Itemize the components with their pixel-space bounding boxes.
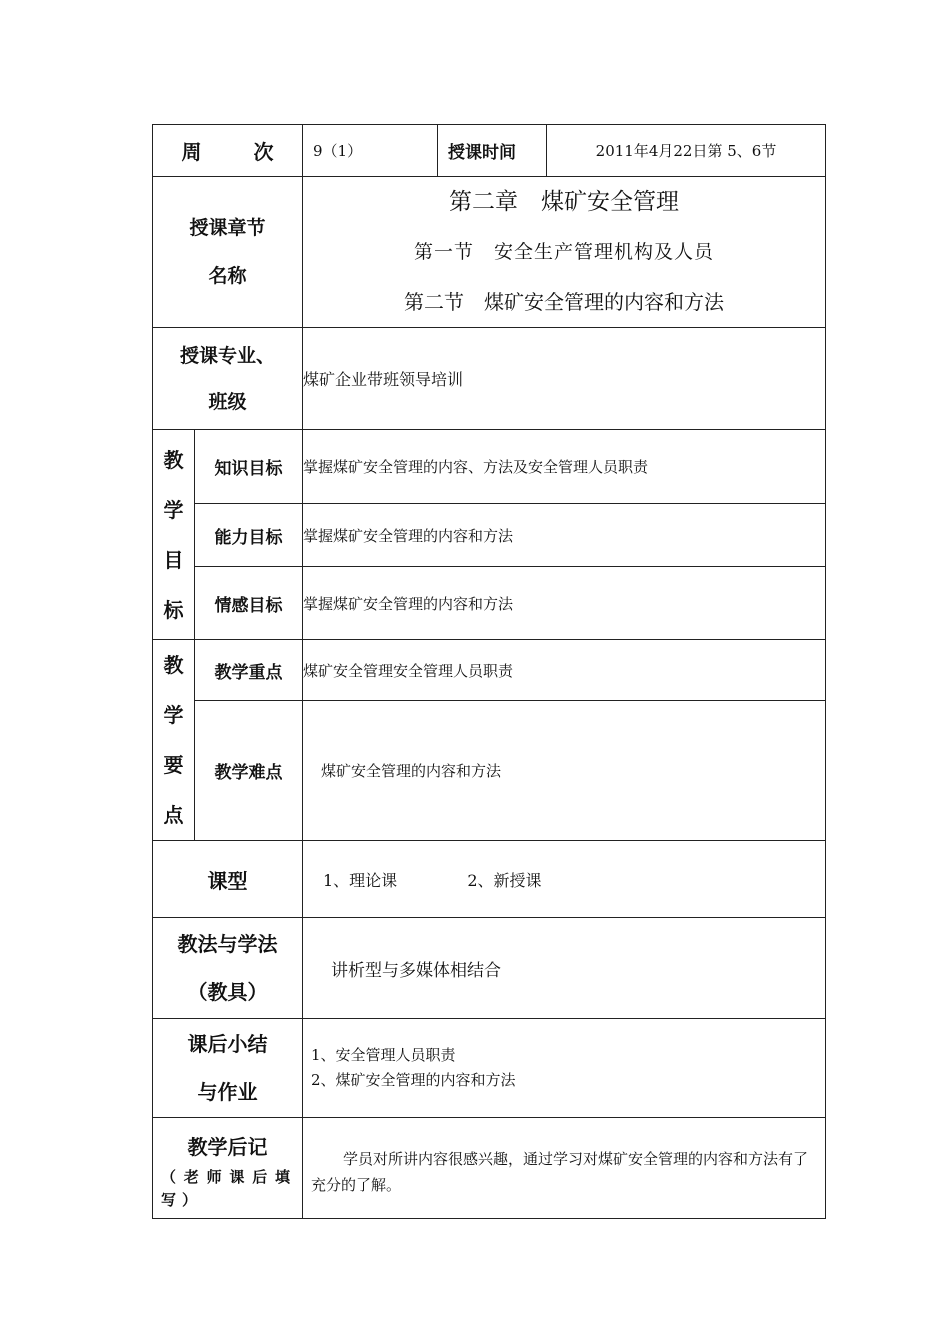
row-difficulty: [153, 701, 826, 841]
week-value: 9（1）: [303, 125, 438, 177]
time-label: 授课时间: [438, 125, 547, 177]
summary-label-line2: 与作业: [197, 1080, 258, 1104]
chapter-value-cell: [303, 177, 826, 328]
row-focus: [153, 640, 826, 701]
row-chapter: [153, 177, 826, 328]
major-label-cell: [153, 328, 303, 430]
method-value: 讲析型与多媒体相结合: [303, 918, 826, 1019]
reflection-note: （老师课后填写）: [161, 1168, 296, 1209]
row-major: [153, 328, 826, 430]
lesson-type-value-cell: [303, 841, 826, 918]
time-value: 2011年4月22日第 5、6节: [547, 125, 826, 177]
ability-label: 能力目标: [195, 504, 303, 567]
difficulty-label: 教学难点: [195, 701, 303, 841]
major-label-line2: 班级: [208, 390, 247, 413]
row-knowledge: [153, 430, 826, 504]
ability-value: 掌握煤矿安全管理的内容和方法: [303, 504, 826, 567]
week-label-b: 次: [253, 140, 274, 164]
chapter-label-line1: 授课章节: [189, 217, 266, 239]
summary-item-2: 2、煤矿安全管理的内容和方法: [311, 1071, 516, 1089]
chapter-label-line2: 名称: [208, 265, 247, 287]
method-label-cell: [153, 918, 303, 1019]
week-label-a: 周: [181, 140, 202, 164]
summary-value-cell: [303, 1019, 826, 1118]
reflection-value: 学员对所讲内容很感兴趣，通过学习对煤矿安全管理的内容和方法有了充分的了解。: [303, 1118, 826, 1219]
reflection-label: 教学后记: [187, 1135, 268, 1159]
week-label-cell: [153, 125, 303, 177]
row-reflection: [153, 1118, 826, 1219]
keypoints-char-4: 点: [163, 803, 184, 827]
chapter-section-1: 第一节 安全生产管理机构及人员: [413, 241, 714, 263]
lesson-plan-table: [152, 124, 826, 1219]
row-week: [153, 125, 826, 177]
summary-label-line1: 课后小结: [187, 1032, 268, 1056]
chapter-title: 第二章 煤矿安全管理: [449, 189, 679, 215]
objectives-group-label: [153, 430, 195, 640]
knowledge-label: 知识目标: [195, 430, 303, 504]
objectives-char-3: 目: [163, 547, 184, 572]
objectives-char-1: 教: [163, 447, 184, 472]
reflection-label-cell: [153, 1118, 303, 1219]
keypoints-char-2: 学: [163, 703, 184, 727]
knowledge-value: 掌握煤矿安全管理的内容、方法及安全管理人员职责: [303, 430, 826, 504]
focus-label: 教学重点: [195, 640, 303, 701]
summary-item-1: 1、安全管理人员职责: [311, 1046, 456, 1064]
row-summary: [153, 1019, 826, 1118]
row-lesson-type: [153, 841, 826, 918]
keypoints-char-1: 教: [163, 653, 184, 677]
chapter-section-2: 第二节 煤矿安全管理的内容和方法: [404, 290, 724, 314]
major-label-line1: 授课专业、: [179, 344, 275, 367]
lesson-type-item-2: 2、新授课: [467, 870, 542, 890]
row-method: [153, 918, 826, 1019]
keypoints-char-3: 要: [163, 753, 184, 777]
summary-label-cell: [153, 1019, 303, 1118]
row-emotion: [153, 567, 826, 640]
objectives-char-4: 标: [163, 597, 184, 622]
chapter-label-cell: [153, 177, 303, 328]
objectives-char-2: 学: [163, 497, 184, 522]
lesson-type-item-1: 1、理论课: [323, 870, 398, 890]
lesson-type-label: 课型: [153, 841, 303, 918]
keypoints-group-label: [153, 640, 195, 841]
focus-value: 煤矿安全管理安全管理人员职责: [303, 640, 826, 701]
emotion-label: 情感目标: [195, 567, 303, 640]
row-ability: [153, 504, 826, 567]
major-value: 煤矿企业带班领导培训: [303, 328, 826, 430]
method-label-line1: 教法与学法: [177, 932, 278, 956]
difficulty-value: 煤矿安全管理的内容和方法: [303, 701, 826, 841]
method-label-line2: （教具）: [187, 980, 268, 1004]
emotion-value: 掌握煤矿安全管理的内容和方法: [303, 567, 826, 640]
